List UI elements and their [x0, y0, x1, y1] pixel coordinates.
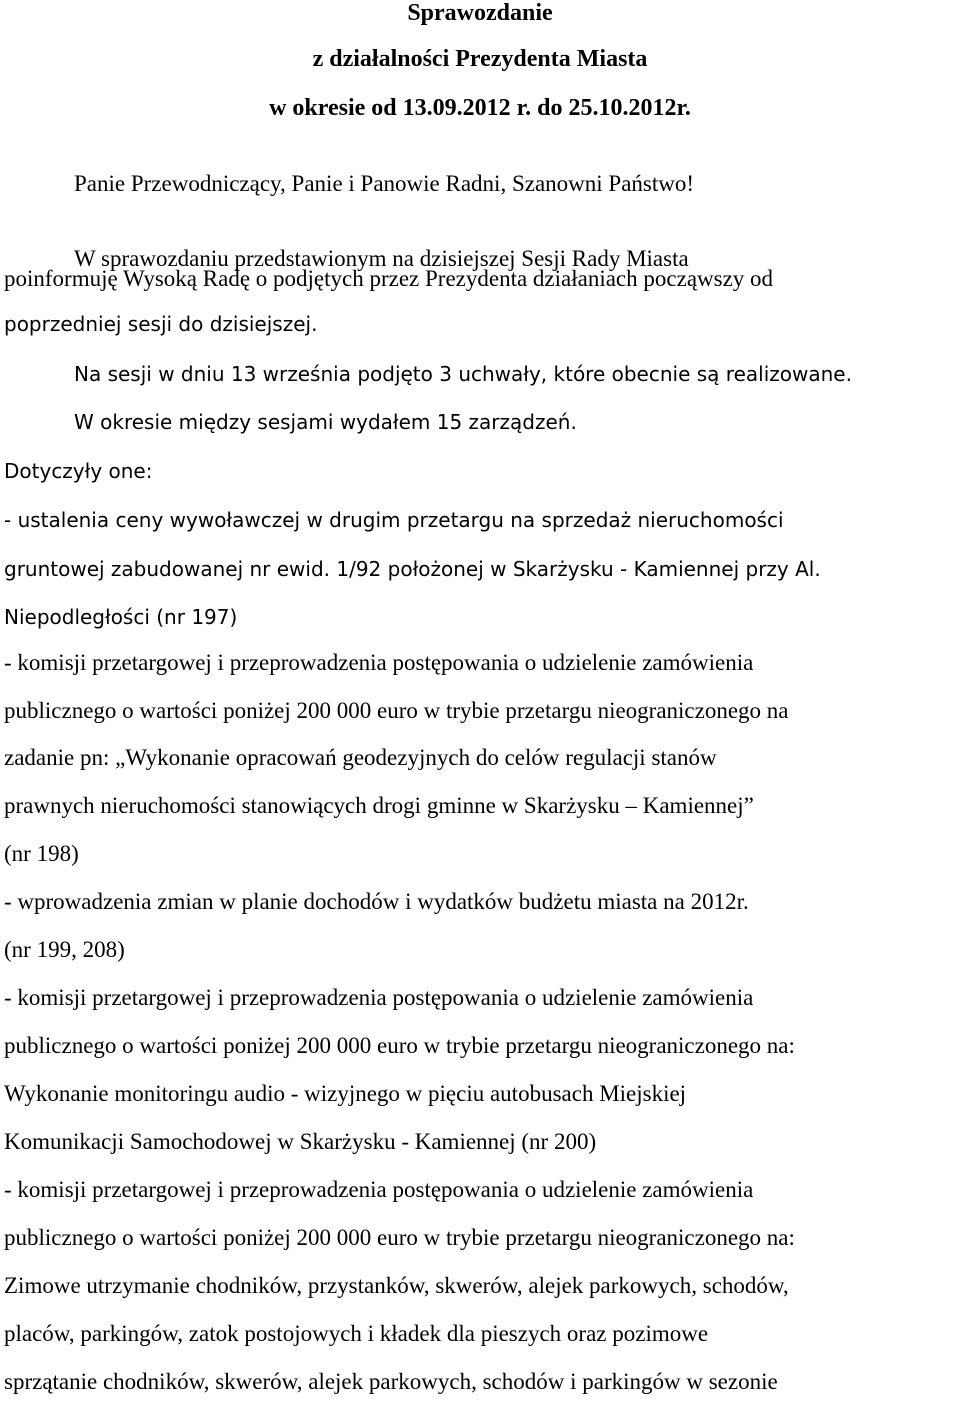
text-line: gruntowej zabudowanej nr ewid. 1/92 położonej w Skarżysku - Kamiennej przy Al.: [4, 557, 821, 581]
text-line: Wykonanie monitoringu audio - wizyjnego w pięciu autobusach Miejskiej: [4, 1081, 687, 1106]
text-line: publicznego o wartości poniżej 200 000 euro w trybie przetargu nieograniczonego na:: [4, 1225, 795, 1250]
text-line: - ustalenia ceny wywoławczej w drugim przetargu na sprzedaż nieruchomości: [4, 508, 784, 532]
text-line: sprzątanie chodników, skwerów, alejek parkowych, schodów i parkingów w sezonie: [4, 1369, 778, 1394]
text-line: - komisji przetargowej i przeprowadzenia postępowania o udzielenie zamówienia: [4, 1177, 754, 1202]
text-line: publicznego o wartości poniżej 200 000 euro w trybie przetargu nieograniczonego na:: [4, 1033, 795, 1058]
text-line: - wprowadzenia zmian w planie dochodów i wydatków budżetu miasta na 2012r.: [4, 889, 749, 914]
text-line: - komisji przetargowej i przeprowadzenia postępowania o udzielenie zamówienia: [4, 650, 754, 675]
text-line: Na sesji w dniu 13 września podjęto 3 uchwały, które obecnie są realizowane.: [74, 362, 852, 386]
text-line: poprzedniej sesji do dzisiejszej.: [4, 312, 318, 336]
text-line: - komisji przetargowej i przeprowadzenia postępowania o udzielenie zamówienia: [4, 985, 754, 1010]
intro-line-1: W sprawozdaniu przedstawionym na dzisiejszej Sesji Rady Miasta: [74, 246, 689, 271]
text-line: (nr 199, 208): [4, 937, 125, 962]
text-line: publicznego o wartości poniżej 200 000 euro w trybie przetargu nieograniczonego na: [4, 698, 789, 723]
report-title: Sprawozdanie: [407, 0, 553, 26]
greeting-line: Panie Przewodniczący, Panie i Panowie Radni, Szanowni Państwo!: [74, 171, 695, 196]
text-line: Komunikacji Samochodowej w Skarżysku - Kamiennej (nr 200): [4, 1129, 597, 1154]
text-line: prawnych nieruchomości stanowiących drogi gminne w Skarżysku – Kamiennej”: [4, 793, 754, 818]
text-line: W okresie między sesjami wydałem 15 zarządzeń.: [74, 410, 577, 434]
text-line: Niepodległości (nr 197): [4, 605, 238, 629]
intro-line-2: poinformuję Wysoką Radę o podjętych przez Prezydenta działaniach począwszy od: [4, 266, 774, 291]
text-line: (nr 198): [4, 841, 79, 866]
text-line: placów, parkingów, zatok postojowych i kładek dla pieszych oraz pozimowe: [4, 1321, 709, 1346]
text-line: zadanie pn: „Wykonanie opracowań geodezyjnych do celów regulacji stanów: [4, 745, 717, 770]
report-subtitle: z działalności Prezydenta Miasta: [312, 46, 648, 72]
text-line: Zimowe utrzymanie chodników, przystanków, skwerów, alejek parkowych, schodów,: [4, 1273, 789, 1298]
text-line: Dotyczyły one:: [4, 459, 153, 483]
report-period: w okresie od 13.09.2012 r. do 25.10.2012r.: [269, 95, 691, 121]
